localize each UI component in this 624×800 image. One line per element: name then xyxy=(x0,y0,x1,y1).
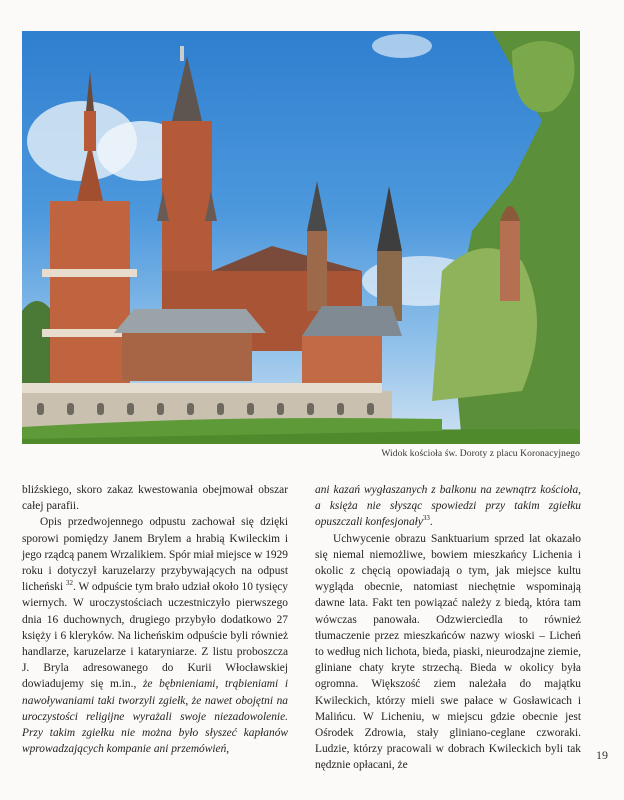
paragraph xyxy=(22,514,288,757)
page-number: 19 xyxy=(596,748,608,762)
church-photo xyxy=(22,31,580,444)
footnote-ref: 33 xyxy=(422,514,430,523)
paragraph xyxy=(315,531,581,774)
footnote-ref: 32 xyxy=(65,579,73,588)
text: Opis przedwojennego odpustu zachował się dzięki sporowi pomiędzy Janem Brylem a hrabią Kwileckim i jego rządcą panem Wrzalikiem. Spór miał miejsce w 1929 roku i dotyczył karuzelarzy przybywających na odpust licheński xyxy=(22,516,288,594)
quote-text: ani kazań wygłaszanych z balkonu na zewnątrz kościoła, a księża nie słysząc spowiedzi przy takim zgiełku opuszczali konfesjonały xyxy=(315,484,581,529)
photo-caption: Widok kościoła św. Doroty z placu Koronacyjnego xyxy=(381,449,580,459)
quote-text: że bębnieniami, trąbieniami i nawoływaniami taki tworzyli zgiełk, że nawet obojętni na uroczystości religijne wyrażali swoje niezadowolenie. Przy takim zgiełku nie można było słyszeć kapłanów wprowadzających kompanie ani przemówień, xyxy=(22,678,288,756)
right-column xyxy=(315,482,581,774)
text: . W odpuście tym brało udział około 10 tysięcy wiernych. W uroczystościach uczestniczyło pierwszego dnia 16 duchownych, drugiego przybyło dodatkowo 27 księży i 6 kleryków. Na licheńskim odpuście byli również handlarze, karuzelarze i kataryniarze. Z listu proboszcza J. Bryla adresowanego do Kurii Włocławskiej dowiadujemy się m.in., xyxy=(22,581,288,691)
church-illustration xyxy=(22,31,580,444)
paragraph xyxy=(22,482,288,514)
left-column xyxy=(22,482,288,757)
text: bliźskiego, skoro zakaz kwestowania obejmował obszar całej parafii. xyxy=(22,484,288,513)
paragraph xyxy=(315,482,581,531)
text: . xyxy=(429,516,433,529)
text: Uchwycenie obrazu Sanktuarium sprzed lat okazało się niemal niemożliwe, bowiem mieszkańcy Lichenia i okolic z chęcią opowiadają o tym, jak miejsce kultu wygląda obecnie, natomiast niechętnie wspominają dawne lata. Fakt ten powiązać należy z biedą, która tam wówczas panowała. Odzwierciedla to również tłumaczenie przez mieszkańców nazwy wioski – Licheń to według nich lichota, bieda, piaski, nieurodzajne ziemie, gliniane chaty kryte strzechą. Bieda w okolicy była ogromna. Większość ziem należała do majątku Kwileckich, którzy mieli swe pałace w Gosławicach i Malińcu. W Licheniu, w miejscu gdzie obecnie jest Ośrodek Zdrowia, stały gliniano-ceglane czworaki. Ludzie, którzy pracowali w dobrach Kwileckich byli tak nędznie opłacani, że xyxy=(315,532,581,772)
